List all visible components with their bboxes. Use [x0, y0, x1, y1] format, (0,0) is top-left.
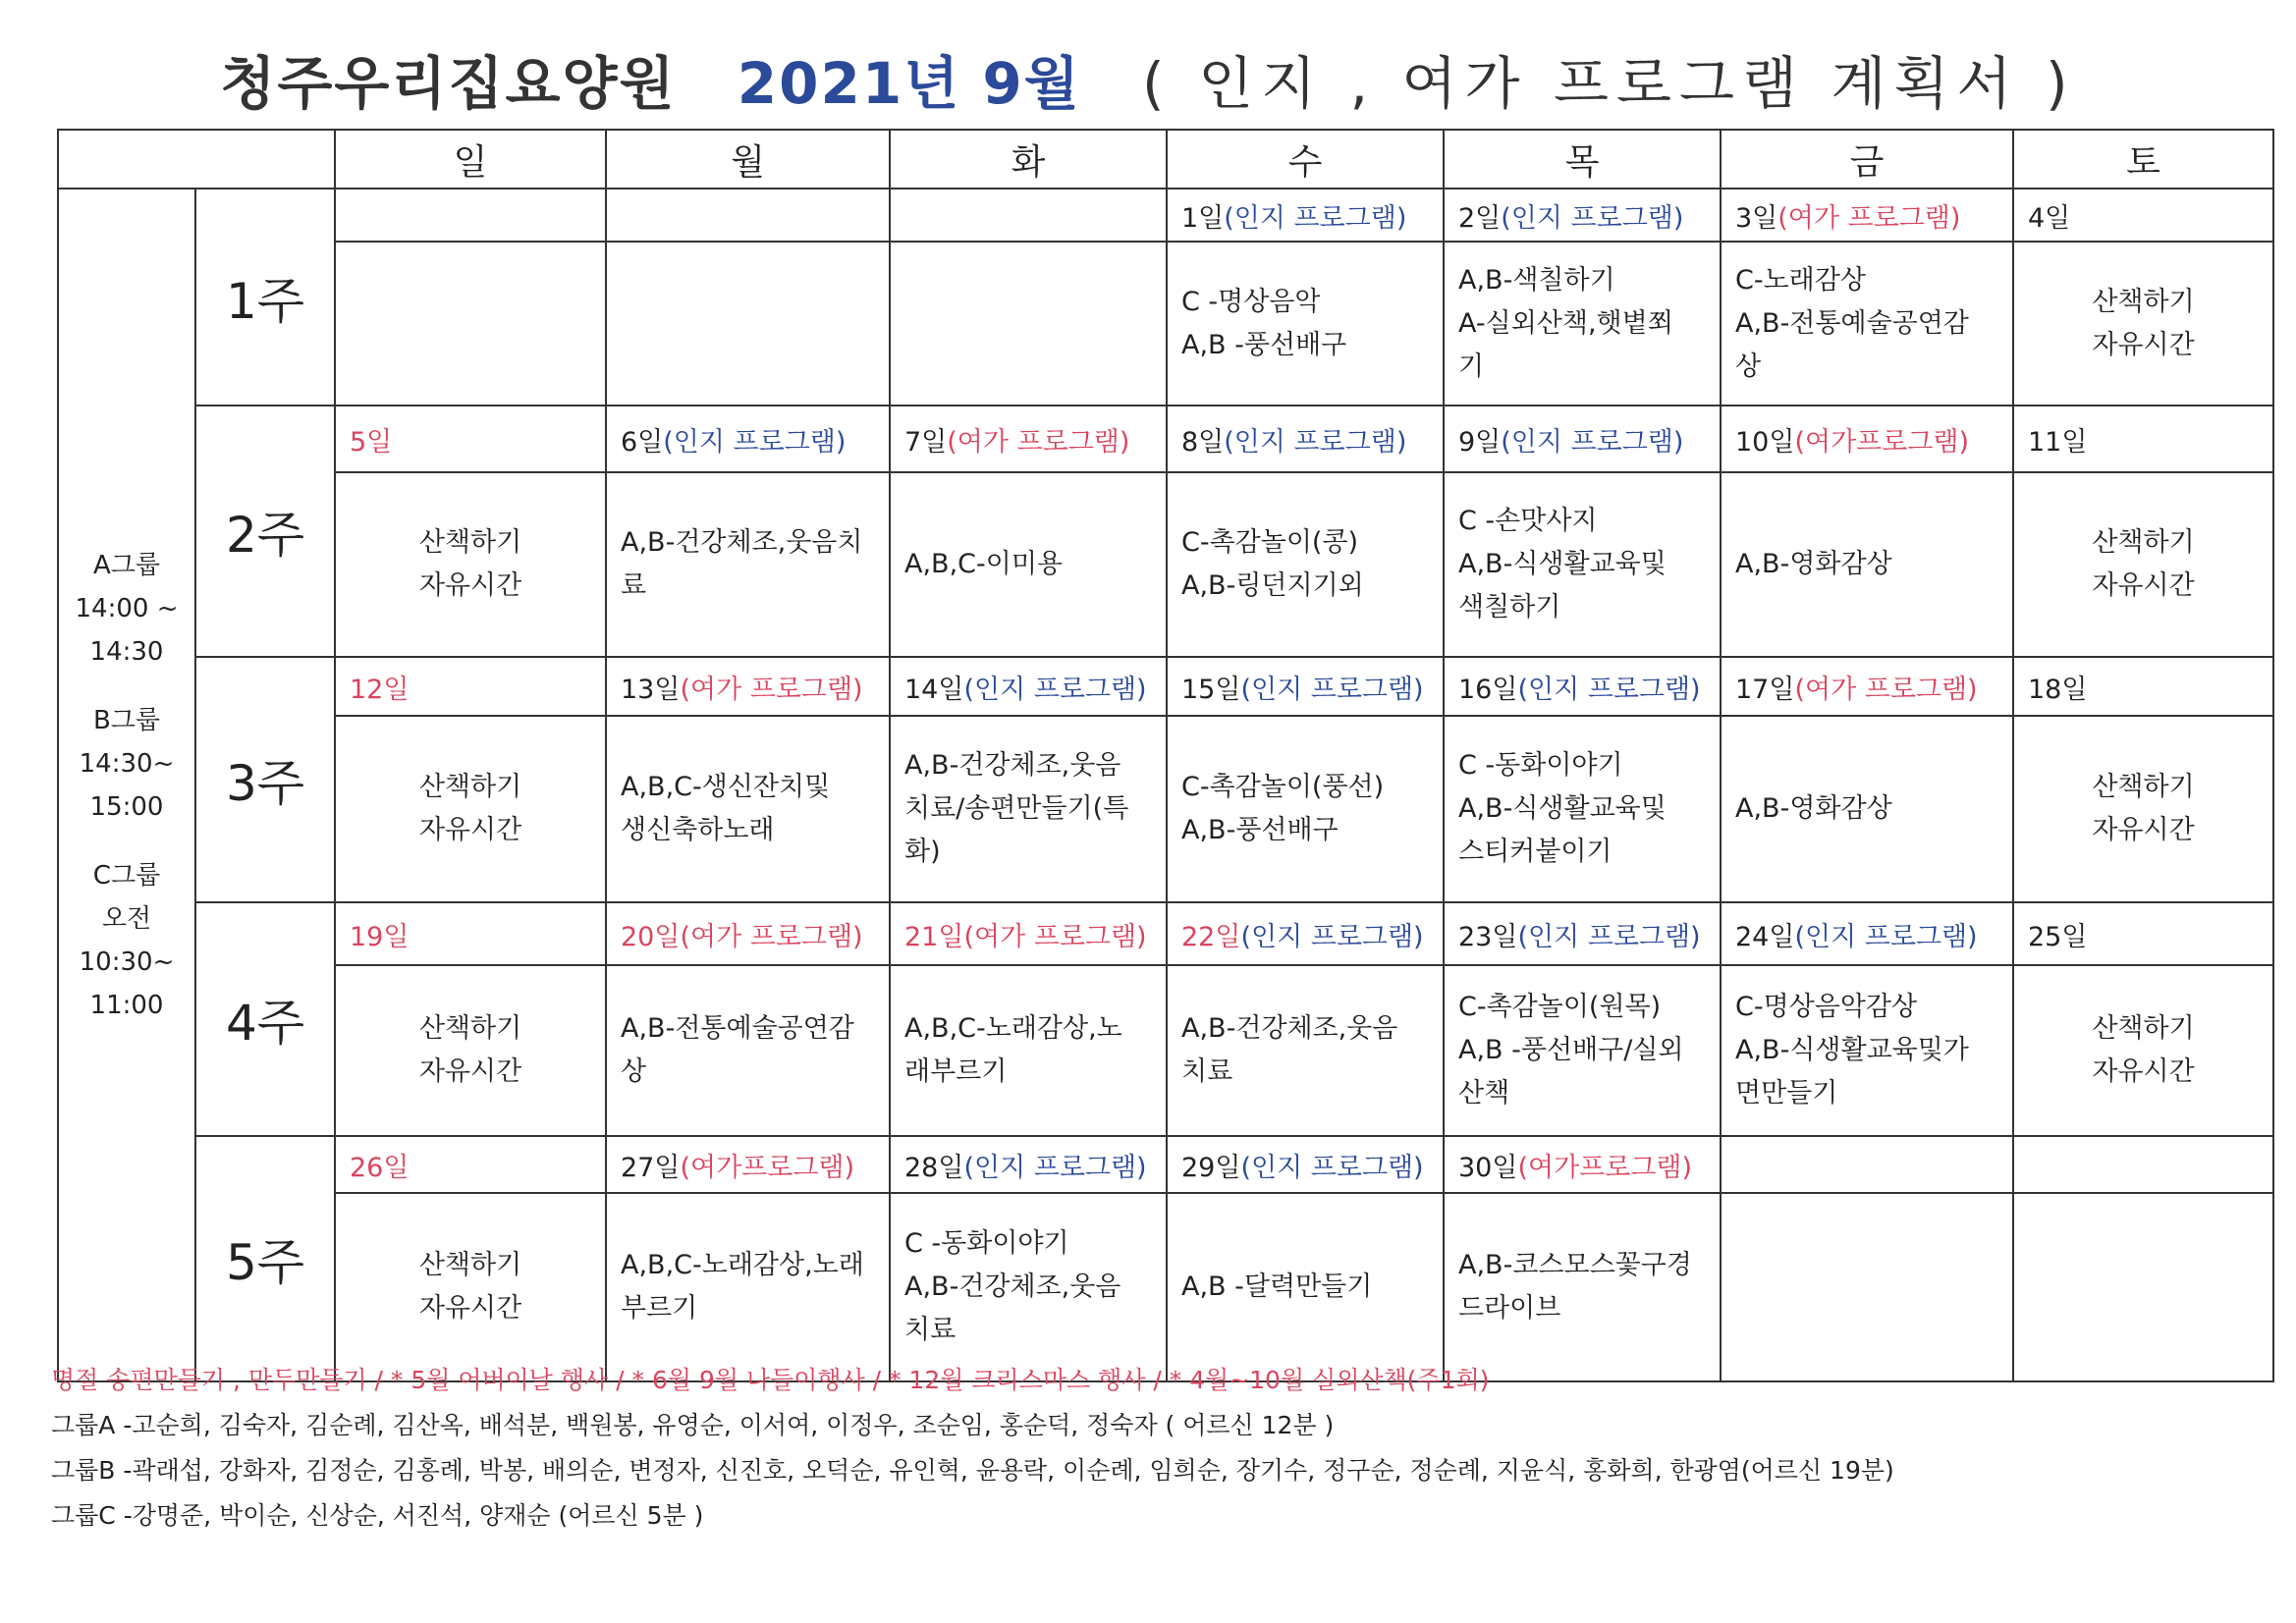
activity-cell-sat [2013, 716, 2273, 902]
date-cell-wed [1167, 657, 1444, 716]
activity-cell-fri [1721, 242, 2013, 406]
group-label: B그룹 [92, 705, 161, 735]
day-number: 15일 [1181, 674, 1241, 705]
cognitive-program-tag: (인지 프로그램) [963, 674, 1147, 705]
activity-cell-tue [890, 242, 1167, 406]
activity-line: A,B-링던지기외 [1181, 570, 1364, 601]
date-cell-fri [1721, 1136, 2013, 1193]
activity-line: A,B-건강체조,웃음치 [621, 527, 863, 558]
activity-line: 자유시간 [418, 1056, 522, 1087]
activity-line: 상 [1735, 351, 1762, 382]
activity-cell-tue [890, 965, 1167, 1136]
activity-line: C -손맛사지 [1458, 506, 1598, 536]
activity-cell-fri [1721, 472, 2013, 657]
day-number: 22일 [1181, 921, 1241, 952]
date-cell-sun [335, 657, 606, 716]
activity-line: 래부르기 [904, 1056, 1008, 1087]
activity-line: C-노래감상 [1735, 264, 1866, 296]
cognitive-program-tag: (인지 프로그램) [1224, 202, 1407, 234]
group-time: 14:00 ~ [75, 593, 179, 623]
activity-line: A-실외산책,햇볕쬐 [1458, 307, 1673, 339]
day-number: 29일 [1181, 1152, 1241, 1183]
weekday-sun: 일 [335, 130, 606, 189]
weekday-sat: 토 [2013, 130, 2273, 189]
activity-cell-fri [1721, 1193, 2013, 1381]
activity-line: 산책하기 [418, 772, 522, 802]
leisure-program-tag: (여가프로그램) [1794, 426, 1970, 458]
activity-cell-tue [890, 1193, 1167, 1381]
day-number: 26일 [350, 1152, 410, 1183]
day-number: 30일 [1458, 1152, 1518, 1183]
activity-cell-sat [2013, 1193, 2273, 1381]
date-cell-wed [1167, 406, 1444, 472]
date-cell-mon [606, 902, 890, 965]
day-number: 19일 [350, 921, 410, 952]
date-cell-tue [890, 189, 1167, 242]
activity-cell-thu [1444, 965, 1721, 1136]
date-cell-thu [1444, 902, 1721, 965]
activity-line: A,B,C-이미용 [904, 549, 1063, 579]
group-b-members: 그룹B -곽래섭, 강화자, 김정순, 김홍례, 박봉, 배의순, 변정자, 신진호, 오덕순, 유인혁, 윤용락, 이순례, 임희순, 장기수, 정구순, 정순례, 지윤식, 홍화희, 한광염(어르신 19분) [51, 1456, 1894, 1485]
activity-line: A,B-식생활교육및 [1458, 549, 1667, 579]
day-number: 2일 [1458, 202, 1502, 234]
activity-line: 치료 [1181, 1056, 1233, 1087]
cognitive-program-tag: (인지 프로그램) [1240, 674, 1424, 705]
date-cell-sat [2013, 189, 2273, 242]
weekday-mon: 월 [606, 130, 890, 189]
activity-cell-wed [1167, 472, 1444, 657]
date-cell-sat [2013, 406, 2273, 472]
group-a-time [59, 544, 194, 674]
date-cell-sat [2013, 1136, 2273, 1193]
week-label: 1주 [195, 189, 335, 406]
activity-cell-sun [335, 1193, 606, 1381]
day-number: 21일 [904, 921, 964, 952]
date-cell-sun [335, 902, 606, 965]
day-number: 13일 [621, 674, 681, 705]
date-cell-tue [890, 902, 1167, 965]
activity-line: 상 [621, 1056, 647, 1087]
cognitive-program-tag: (인지 프로그램) [1517, 674, 1701, 705]
weekday-tue: 화 [890, 130, 1167, 189]
weekday-thu: 목 [1444, 130, 1721, 189]
day-number: 4일 [2028, 202, 2071, 234]
cognitive-program-tag: (인지 프로그램) [1501, 426, 1684, 458]
activity-line: 스티커붙이기 [1458, 837, 1613, 867]
date-cell-tue [890, 406, 1167, 472]
activity-cell-sat [2013, 242, 2273, 406]
date-cell-thu [1444, 406, 1721, 472]
activity-line: 치료 [904, 1315, 957, 1345]
activity-line: 산책하기 [2092, 527, 2195, 558]
leisure-program-tag: (여가 프로그램) [680, 674, 863, 705]
activity-line: A,B -풍선배구 [1181, 329, 1347, 360]
activity-line: A,B-건강체조,웃음 [1181, 1013, 1398, 1044]
day-number: 18일 [2028, 674, 2088, 705]
week-date-row [58, 1136, 2273, 1193]
group-a-members: 그룹A -고순희, 김숙자, 김순례, 김산옥, 배석분, 백원봉, 유영순, 이서여, 이정우, 조순임, 홍순덕, 정숙자 ( 어르신 12분 ) [51, 1411, 1335, 1439]
activity-cell-tue [890, 472, 1167, 657]
day-number: 3일 [1735, 202, 1778, 234]
schedule-table [57, 129, 2274, 1382]
activity-line: 료 [621, 570, 647, 601]
week-label: 3주 [195, 657, 335, 902]
activity-line: 자유시간 [2092, 329, 2195, 360]
date-cell-wed [1167, 1136, 1444, 1193]
activity-cell-sun [335, 472, 606, 657]
plan-subtitle: ( 인지 , 여가 프로그램 계획서 ) [1142, 50, 2076, 117]
date-cell-fri [1721, 657, 2013, 716]
weekday-header-row [58, 130, 2273, 189]
group-c-time [59, 854, 194, 1027]
cognitive-program-tag: (인지 프로그램) [663, 426, 847, 458]
date-cell-mon [606, 1136, 890, 1193]
activity-line: 산책하기 [418, 1013, 522, 1044]
group-note: 오전 [101, 903, 152, 934]
group-c-members: 그룹C -강명준, 박이순, 신상순, 서진석, 양재순 (어르신 5분 ) [51, 1501, 704, 1530]
activity-line: A,B-전통예술공연감 [1735, 307, 1969, 339]
activity-cell-sat [2013, 472, 2273, 657]
cognitive-program-tag: (인지 프로그램) [1794, 921, 1978, 952]
date-cell-thu [1444, 189, 1721, 242]
leisure-program-tag: (여가 프로그램) [1777, 202, 1961, 234]
day-number: 12일 [350, 674, 410, 705]
activity-line: C-촉감놀이(원목) [1458, 992, 1662, 1022]
notes-section [51, 1358, 2270, 1539]
weekday-wed: 수 [1167, 130, 1444, 189]
activity-cell-thu [1444, 472, 1721, 657]
week-date-row [58, 189, 2273, 242]
activity-line: 산책하기 [418, 527, 522, 558]
week-label: 2주 [195, 406, 335, 657]
leisure-program-tag: (여가 프로그램) [1794, 674, 1978, 705]
leisure-program-tag: (여가 프로그램) [963, 921, 1147, 952]
activity-cell-mon [606, 242, 890, 406]
group-time: 15:00 [89, 791, 164, 822]
date-cell-mon [606, 406, 890, 472]
activity-line: 드라이브 [1458, 1293, 1561, 1324]
header-corner [58, 130, 335, 189]
group-time: 14:30~ [79, 748, 175, 779]
week-date-row [58, 657, 2273, 716]
activity-line: C-촉감놀이(풍선) [1181, 772, 1385, 802]
group-b-time [59, 699, 194, 829]
activity-cell-fri [1721, 716, 2013, 902]
activity-cell-wed [1167, 965, 1444, 1136]
activity-cell-wed [1167, 1193, 1444, 1381]
day-number: 25일 [2028, 921, 2088, 952]
week-label: 5주 [195, 1136, 335, 1381]
activity-line: C-명상음악감상 [1735, 992, 1918, 1022]
activity-line: A,B-영화감상 [1735, 793, 1892, 824]
cognitive-program-tag: (인지 프로그램) [963, 1152, 1147, 1183]
date-cell-sun [335, 189, 606, 242]
activity-line: A,B-영화감상 [1735, 549, 1892, 579]
activity-cell-sun [335, 242, 606, 406]
day-number: 24일 [1735, 921, 1795, 952]
activity-cell-thu [1444, 1193, 1721, 1381]
leisure-program-tag: (여가 프로그램) [680, 921, 863, 952]
day-number: 23일 [1458, 921, 1518, 952]
activity-line: A,B-식생활교육및가 [1735, 1035, 1969, 1065]
activity-line: A,B-식생활교육및 [1458, 793, 1667, 824]
leisure-program-tag: (여가프로그램) [680, 1152, 855, 1183]
week-activity-row [58, 965, 2273, 1136]
activity-cell-fri [1721, 965, 2013, 1136]
weekday-fri: 금 [1721, 130, 2013, 189]
activity-line: A,B-건강체조,웃음 [904, 1271, 1121, 1302]
week-activity-row [58, 472, 2273, 657]
group-time: 10:30~ [79, 947, 175, 977]
activity-line: 화) [904, 837, 941, 867]
day-number: 17일 [1735, 674, 1795, 705]
activity-line: 자유시간 [418, 570, 522, 601]
day-number: 5일 [350, 426, 393, 458]
date-cell-fri [1721, 189, 2013, 242]
week-date-row [58, 902, 2273, 965]
week-activity-row [58, 242, 2273, 406]
activity-line: 산책하기 [2092, 772, 2195, 802]
events-note: 명절 송편만들기 , 만두만들기 / * 5월 어버이날 행사 / * 6월 9월 나들이행사 / * 12월 크리스마스 행사 / * 4월~10월 실외산책(주1회) [51, 1366, 1490, 1394]
activity-line: 색칠하기 [1458, 592, 1561, 622]
date-cell-fri [1721, 406, 2013, 472]
activity-line: 산책 [1458, 1078, 1510, 1109]
page-title [0, 37, 2296, 120]
activity-line: A,B,C-노래감상,노 [904, 1013, 1122, 1044]
cognitive-program-tag: (인지 프로그램) [1224, 426, 1407, 458]
activity-line: A,B,C-노래감상,노래 [621, 1250, 864, 1280]
week-date-row [58, 406, 2273, 472]
facility-name: 청주우리집요양원 [220, 50, 677, 117]
activity-line: 자유시간 [2092, 570, 2195, 601]
cognitive-program-tag: (인지 프로그램) [1240, 921, 1424, 952]
date-cell-wed [1167, 902, 1444, 965]
day-number: 6일 [621, 426, 664, 458]
activity-line: 치료/송편만들기(특 [904, 793, 1129, 824]
activity-cell-mon [606, 1193, 890, 1381]
date-cell-thu [1444, 1136, 1721, 1193]
group-time: 14:30 [89, 636, 164, 667]
activity-line: A,B-전통예술공연감 [621, 1013, 854, 1044]
date-cell-sat [2013, 657, 2273, 716]
activity-line: 산책하기 [418, 1250, 522, 1280]
activity-line: 자유시간 [2092, 1056, 2195, 1087]
activity-line: A,B-건강체조,웃음 [904, 750, 1121, 781]
activity-line: C -동화이야기 [1458, 750, 1623, 781]
activity-cell-sun [335, 716, 606, 902]
activity-line: A,B-풍선배구 [1181, 815, 1339, 845]
cognitive-program-tag: (인지 프로그램) [1501, 202, 1684, 234]
activity-line: C -명상음악 [1181, 286, 1321, 317]
group-times [58, 189, 195, 1381]
activity-cell-thu [1444, 242, 1721, 406]
day-number: 1일 [1181, 202, 1225, 234]
date-cell-tue [890, 1136, 1167, 1193]
date-cell-mon [606, 657, 890, 716]
activity-cell-wed [1167, 716, 1444, 902]
activity-line: 면만들기 [1735, 1078, 1838, 1109]
activity-line: C-촉감놀이(콩) [1181, 527, 1359, 558]
day-number: 28일 [904, 1152, 964, 1183]
group-label: C그룹 [92, 860, 161, 891]
activity-line: 산책하기 [2092, 1013, 2195, 1044]
plan-month: 2021년 9월 [737, 50, 1081, 117]
activity-line: A,B,C-생신잔치및 [621, 772, 831, 802]
group-time: 11:00 [89, 990, 164, 1020]
leisure-program-tag: (여가 프로그램) [947, 426, 1130, 458]
day-number: 16일 [1458, 674, 1518, 705]
activity-line: 자유시간 [418, 815, 522, 845]
date-cell-sun [335, 406, 606, 472]
activity-cell-wed [1167, 242, 1444, 406]
date-cell-tue [890, 657, 1167, 716]
group-label: A그룹 [92, 550, 161, 580]
activity-line: 생신축하노래 [621, 815, 775, 845]
activity-line: A,B-코스모스꽃구경 [1458, 1250, 1692, 1280]
activity-line: A,B -달력만들기 [1181, 1271, 1373, 1302]
activity-line: 기 [1458, 351, 1485, 382]
activity-line: 부르기 [621, 1293, 698, 1324]
cognitive-program-tag: (인지 프로그램) [1517, 921, 1701, 952]
week-activity-row [58, 716, 2273, 902]
date-cell-mon [606, 189, 890, 242]
date-cell-wed [1167, 189, 1444, 242]
day-number: 9일 [1458, 426, 1502, 458]
activity-line: 자유시간 [418, 1293, 522, 1324]
activity-cell-mon [606, 716, 890, 902]
day-number: 7일 [904, 426, 948, 458]
activity-line: A,B -풍선배구/실외 [1458, 1035, 1684, 1065]
activity-line: C -동화이야기 [904, 1228, 1069, 1259]
week-activity-row [58, 1193, 2273, 1381]
activity-cell-sat [2013, 965, 2273, 1136]
day-number: 20일 [621, 921, 681, 952]
activity-cell-sun [335, 965, 606, 1136]
date-cell-thu [1444, 657, 1721, 716]
date-cell-fri [1721, 902, 2013, 965]
week-label: 4주 [195, 902, 335, 1136]
leisure-program-tag: (여가프로그램) [1517, 1152, 1693, 1183]
day-number: 14일 [904, 674, 964, 705]
activity-cell-mon [606, 965, 890, 1136]
date-cell-sun [335, 1136, 606, 1193]
activity-cell-thu [1444, 716, 1721, 902]
day-number: 8일 [1181, 426, 1225, 458]
activity-line: 산책하기 [2092, 286, 2195, 317]
activity-line: A,B-색칠하기 [1458, 264, 1615, 296]
day-number: 27일 [621, 1152, 681, 1183]
activity-line: 자유시간 [2092, 815, 2195, 845]
date-cell-sat [2013, 902, 2273, 965]
day-number: 10일 [1735, 426, 1795, 458]
activity-cell-tue [890, 716, 1167, 902]
cognitive-program-tag: (인지 프로그램) [1240, 1152, 1424, 1183]
day-number: 11일 [2028, 426, 2088, 458]
activity-cell-mon [606, 472, 890, 657]
